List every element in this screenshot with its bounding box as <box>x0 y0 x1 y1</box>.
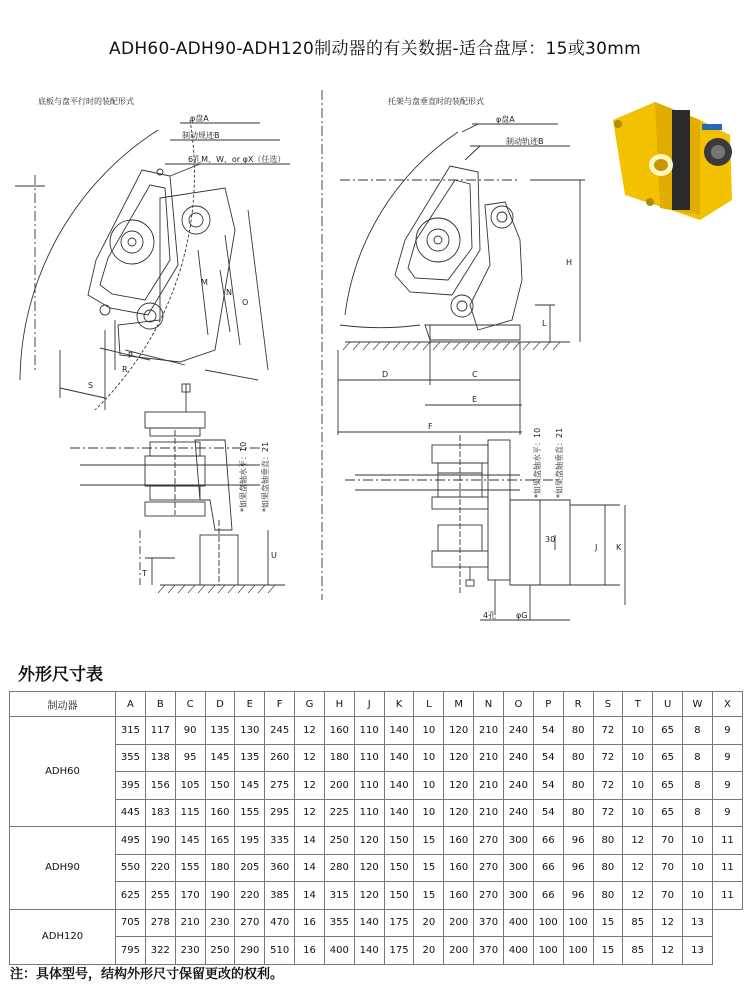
table-cell: 10 <box>683 882 713 910</box>
table-cell: 250 <box>205 937 235 965</box>
table-cell: 8 <box>683 772 713 800</box>
header-col-g: G <box>295 692 325 717</box>
table-cell: 315 <box>116 717 146 745</box>
left-caption: 底板与盘平行时的装配形式 <box>38 97 134 106</box>
dim-t: T <box>142 569 147 578</box>
table-cell: 110 <box>354 772 384 800</box>
table-cell: 250 <box>324 827 354 855</box>
table-cell: 150 <box>205 772 235 800</box>
table-cell: 140 <box>384 799 414 827</box>
table-cell: 395 <box>116 772 146 800</box>
table-cell: 10 <box>623 717 653 745</box>
table-cell: 295 <box>265 799 295 827</box>
table-cell: 95 <box>175 744 205 772</box>
table-row <box>10 937 743 965</box>
table-cell: 110 <box>354 799 384 827</box>
dim-d: D <box>382 370 389 379</box>
table-cell: 138 <box>145 744 175 772</box>
table-cell: 145 <box>235 772 265 800</box>
table-cell: 9 <box>712 744 742 772</box>
table-cell: 10 <box>414 717 444 745</box>
table-cell: 72 <box>593 744 623 772</box>
table-cell: 150 <box>384 827 414 855</box>
table-cell: 72 <box>593 799 623 827</box>
table-cell: 120 <box>354 882 384 910</box>
table-cell: 120 <box>444 772 474 800</box>
table-cell: 15 <box>593 909 623 937</box>
table-cell: 80 <box>563 717 593 745</box>
table-cell: 9 <box>712 772 742 800</box>
right-caption: 托架与盘垂直时的装配形式 <box>388 97 484 106</box>
model-cell: ADH60 <box>10 717 116 827</box>
header-col-c: C <box>175 692 205 717</box>
table-cell: 85 <box>623 909 653 937</box>
table-cell: 80 <box>563 772 593 800</box>
table-cell: 10 <box>683 827 713 855</box>
page-title: ADH60-ADH90-ADH120制动器的有关数据-适合盘厚：15或30mm <box>109 39 641 59</box>
table-cell: 66 <box>533 882 563 910</box>
table-cell: 278 <box>145 909 175 937</box>
table-cell: 12 <box>623 854 653 882</box>
table-cell: 625 <box>116 882 146 910</box>
header-col-j: J <box>354 692 384 717</box>
table-cell: 20 <box>414 937 444 965</box>
table-cell: 210 <box>175 909 205 937</box>
table-cell: 240 <box>503 772 533 800</box>
footnote: 注：具体型号，结构外形尺寸保留更改的权利。 <box>10 967 284 982</box>
table-cell: 150 <box>384 854 414 882</box>
table-cell: 170 <box>175 882 205 910</box>
table-cell: 9 <box>712 799 742 827</box>
table-cell: 270 <box>474 882 504 910</box>
dim-h: H <box>566 258 573 267</box>
model-cell: ADH120 <box>10 909 116 964</box>
table-cell: 80 <box>593 827 623 855</box>
header-col-w: W <box>683 692 713 717</box>
table-cell: 445 <box>116 799 146 827</box>
table-cell: 135 <box>205 717 235 745</box>
table-cell: 360 <box>265 854 295 882</box>
table-cell: 290 <box>235 937 265 965</box>
table-cell: 110 <box>354 744 384 772</box>
table-cell: 54 <box>533 717 563 745</box>
dim-k: K <box>616 543 622 552</box>
table-cell: 12 <box>623 882 653 910</box>
table-cell: 220 <box>235 882 265 910</box>
table-header-row <box>10 692 743 717</box>
table-cell: 13 <box>683 937 713 965</box>
table-cell: 400 <box>324 937 354 965</box>
table-cell: 355 <box>324 909 354 937</box>
table-cell: 11 <box>712 882 742 910</box>
table-cell: 12 <box>653 937 683 965</box>
header-col-o: O <box>503 692 533 717</box>
table-row <box>10 882 743 910</box>
table-cell: 72 <box>593 772 623 800</box>
table-cell: 80 <box>563 799 593 827</box>
table-cell: 12 <box>653 909 683 937</box>
table-cell: 190 <box>205 882 235 910</box>
header-col-d: D <box>205 692 235 717</box>
table-cell: 9 <box>712 717 742 745</box>
table-cell: 210 <box>474 772 504 800</box>
table-cell: 65 <box>653 717 683 745</box>
header-col-x: X <box>712 692 742 717</box>
left-note-vertical: *如果盘轴垂直：21 <box>261 441 270 512</box>
table-cell: 70 <box>653 854 683 882</box>
table-cell: 15 <box>414 854 444 882</box>
table-cell: 10 <box>623 799 653 827</box>
table-cell: 275 <box>265 772 295 800</box>
table-cell: 8 <box>683 717 713 745</box>
table-row <box>10 744 743 772</box>
right-phi-g-label: φG <box>516 611 528 620</box>
table-cell: 210 <box>474 717 504 745</box>
table-cell: 140 <box>384 717 414 745</box>
table-cell: 315 <box>324 882 354 910</box>
dim-u: U <box>271 551 277 560</box>
left-disc-a-label: φ盘A <box>190 114 209 123</box>
header-col-t: T <box>623 692 653 717</box>
table-cell: 15 <box>414 882 444 910</box>
table-cell: 270 <box>474 827 504 855</box>
table-cell: 510 <box>265 937 295 965</box>
table-row <box>10 717 743 745</box>
header-col-k: K <box>384 692 414 717</box>
table-cell: 65 <box>653 744 683 772</box>
table-cell: 200 <box>444 937 474 965</box>
table-cell: 15 <box>593 937 623 965</box>
table-cell: 120 <box>444 717 474 745</box>
table-cell: 140 <box>384 772 414 800</box>
table-cell: 8 <box>683 744 713 772</box>
table-cell: 160 <box>324 717 354 745</box>
table-cell: 130 <box>235 717 265 745</box>
dim-m: M <box>201 278 208 287</box>
table-cell: 470 <box>265 909 295 937</box>
dim-n: N <box>226 288 232 297</box>
table-row <box>10 772 743 800</box>
table-cell: 65 <box>653 799 683 827</box>
table-row <box>10 909 743 937</box>
table-cell: 10 <box>623 744 653 772</box>
table-cell: 322 <box>145 937 175 965</box>
table-cell: 355 <box>116 744 146 772</box>
table-cell: 183 <box>145 799 175 827</box>
table-cell: 230 <box>175 937 205 965</box>
table-title: 外形尺寸表 <box>18 665 103 685</box>
table-cell: 260 <box>265 744 295 772</box>
header-col-h: H <box>324 692 354 717</box>
header-col-n: N <box>474 692 504 717</box>
table-cell: 13 <box>683 909 713 937</box>
table-cell: 145 <box>205 744 235 772</box>
table-cell: 240 <box>503 744 533 772</box>
table-cell: 14 <box>295 854 325 882</box>
left-track-b-label: 制动规迹B <box>182 131 220 140</box>
table-cell: 16 <box>295 909 325 937</box>
table-cell: 270 <box>474 854 504 882</box>
table-cell: 225 <box>324 799 354 827</box>
table-cell: 175 <box>384 909 414 937</box>
right-disc-a-label: φ盘A <box>496 115 515 124</box>
table-cell: 195 <box>235 827 265 855</box>
table-cell: 200 <box>324 772 354 800</box>
table-cell: 160 <box>444 882 474 910</box>
table-cell: 165 <box>205 827 235 855</box>
table-cell: 70 <box>653 827 683 855</box>
table-row <box>10 799 743 827</box>
dim-c: C <box>472 370 478 379</box>
table-cell: 300 <box>503 882 533 910</box>
model-cell: ADH90 <box>10 827 116 910</box>
table-cell: 54 <box>533 799 563 827</box>
table-cell: 8 <box>683 799 713 827</box>
table-cell: 14 <box>295 882 325 910</box>
table-cell: 100 <box>533 937 563 965</box>
header-col-s: S <box>593 692 623 717</box>
header-col-b: B <box>145 692 175 717</box>
header-col-a: A <box>116 692 146 717</box>
table-cell: 54 <box>533 744 563 772</box>
table-cell: 80 <box>563 744 593 772</box>
table-cell: 10 <box>414 744 444 772</box>
table-cell: 10 <box>414 772 444 800</box>
table-cell: 14 <box>295 827 325 855</box>
left-holes-label: 6孔M、W、or φX（任选） <box>188 155 286 164</box>
table-cell: 12 <box>295 717 325 745</box>
table-cell: 12 <box>295 772 325 800</box>
table-cell: 705 <box>116 909 146 937</box>
table-cell: 230 <box>205 909 235 937</box>
table-cell: 10 <box>414 799 444 827</box>
dim-l: L <box>542 319 547 328</box>
table-cell: 105 <box>175 772 205 800</box>
table-row <box>10 854 743 882</box>
dim-j: J <box>595 543 598 552</box>
table-cell: 400 <box>503 909 533 937</box>
table-cell: 10 <box>623 772 653 800</box>
table-cell: 54 <box>533 772 563 800</box>
table-cell: 200 <box>444 909 474 937</box>
table-cell: 270 <box>235 909 265 937</box>
table-cell: 335 <box>265 827 295 855</box>
table-cell: 90 <box>175 717 205 745</box>
table-cell: 795 <box>116 937 146 965</box>
table-cell: 160 <box>205 799 235 827</box>
table-cell: 240 <box>503 717 533 745</box>
table-cell: 100 <box>533 909 563 937</box>
table-cell: 140 <box>384 744 414 772</box>
table-cell: 66 <box>533 827 563 855</box>
dim-p: P <box>128 351 133 360</box>
header-col-l: L <box>414 692 444 717</box>
table-row <box>10 827 743 855</box>
table-cell: 120 <box>354 827 384 855</box>
table-cell: 180 <box>324 744 354 772</box>
right-track-b-label: 制动轨迹B <box>506 137 544 146</box>
dim-s: S <box>88 381 94 390</box>
table-cell: 140 <box>354 909 384 937</box>
dim-o: O <box>242 298 249 307</box>
table-cell: 400 <box>503 937 533 965</box>
table-cell: 160 <box>444 827 474 855</box>
table-cell: 65 <box>653 772 683 800</box>
dim-f: F <box>428 422 433 431</box>
table-cell: 156 <box>145 772 175 800</box>
table-cell: 255 <box>145 882 175 910</box>
right-note-horizontal: *如果盘轴水平：10 <box>533 427 542 498</box>
table-cell: 80 <box>593 882 623 910</box>
table-cell: 550 <box>116 854 146 882</box>
table-cell: 12 <box>623 827 653 855</box>
table-cell: 100 <box>563 937 593 965</box>
table-cell: 145 <box>175 827 205 855</box>
table-cell: 96 <box>563 827 593 855</box>
table-cell: 240 <box>503 799 533 827</box>
header-col-m: M <box>444 692 474 717</box>
table-cell: 370 <box>474 937 504 965</box>
table-cell: 210 <box>474 799 504 827</box>
table-cell: 20 <box>414 909 444 937</box>
table-cell: 117 <box>145 717 175 745</box>
table-cell: 180 <box>205 854 235 882</box>
table-cell: 11 <box>712 827 742 855</box>
table-cell: 160 <box>444 854 474 882</box>
right-note-vertical: *如果盘轴垂直：21 <box>555 427 564 498</box>
header-col-r: R <box>563 692 593 717</box>
right-holes-label: 4孔 <box>483 611 497 620</box>
header-col-u: U <box>653 692 683 717</box>
header-col-p: P <box>533 692 563 717</box>
dim-e: E <box>472 395 478 404</box>
table-cell: 72 <box>593 717 623 745</box>
table-cell: 12 <box>295 799 325 827</box>
table-cell: 120 <box>444 799 474 827</box>
table-cell: 96 <box>563 882 593 910</box>
table-cell: 70 <box>653 882 683 910</box>
table-cell: 110 <box>354 717 384 745</box>
table-cell: 80 <box>593 854 623 882</box>
table-cell: 245 <box>265 717 295 745</box>
table-cell: 140 <box>354 937 384 965</box>
technical-drawing <box>0 80 750 640</box>
table-cell: 120 <box>354 854 384 882</box>
table-cell: 100 <box>563 909 593 937</box>
table-cell: 15 <box>414 827 444 855</box>
table-cell: 205 <box>235 854 265 882</box>
table-cell: 220 <box>145 854 175 882</box>
dim-r: R <box>122 365 128 374</box>
table-cell: 85 <box>623 937 653 965</box>
table-cell: 16 <box>295 937 325 965</box>
header-model: 制动器 <box>10 692 116 717</box>
table-cell: 12 <box>295 744 325 772</box>
table-cell: 370 <box>474 909 504 937</box>
table-cell: 210 <box>474 744 504 772</box>
dimension-table <box>9 691 743 965</box>
left-note-horizontal: *如果盘轴水平：10 <box>239 441 248 512</box>
table-cell: 135 <box>235 744 265 772</box>
table-cell: 10 <box>683 854 713 882</box>
table-cell: 96 <box>563 854 593 882</box>
table-cell: 175 <box>384 937 414 965</box>
table-cell: 66 <box>533 854 563 882</box>
table-cell: 385 <box>265 882 295 910</box>
table-cell: 155 <box>175 854 205 882</box>
table-cell: 115 <box>175 799 205 827</box>
table-cell: 11 <box>712 854 742 882</box>
header-col-e: E <box>235 692 265 717</box>
table-cell: 300 <box>503 827 533 855</box>
table-cell: 120 <box>444 744 474 772</box>
table-cell: 150 <box>384 882 414 910</box>
table-cell: 300 <box>503 854 533 882</box>
dim-30: 30 <box>545 535 556 544</box>
table-cell: 280 <box>324 854 354 882</box>
header-col-f: F <box>265 692 295 717</box>
table-cell: 190 <box>145 827 175 855</box>
table-cell: 495 <box>116 827 146 855</box>
table-cell: 155 <box>235 799 265 827</box>
